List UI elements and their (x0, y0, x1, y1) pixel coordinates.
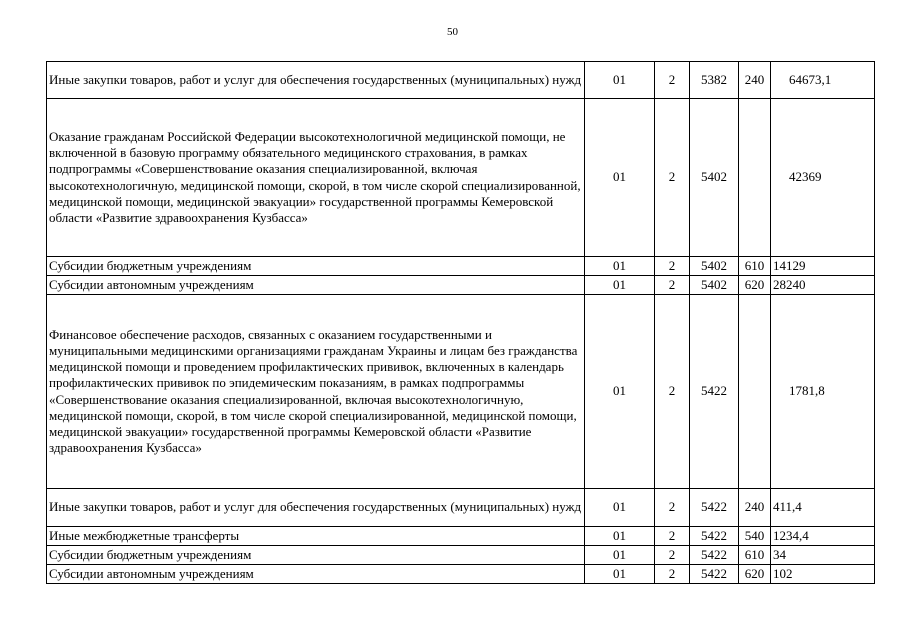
subsection-code-cell: 2 (655, 276, 690, 295)
subsection-code-cell: 2 (655, 295, 690, 489)
subsection-code-cell: 2 (655, 257, 690, 276)
table-row (47, 546, 875, 565)
expense-name-cell: Иные закупки товаров, работ и услуг для обеспечения государственных (муниципальных) нужд (47, 62, 585, 99)
amount-cell: 411,4 (771, 489, 875, 527)
amount-cell: 14129 (771, 257, 875, 276)
expense-type-cell: 620 (739, 276, 771, 295)
expense-type-cell (739, 99, 771, 257)
subsection-code-cell: 2 (655, 489, 690, 527)
section-code-cell: 01 (585, 527, 655, 546)
amount-cell: 64673,1 (771, 62, 875, 99)
table-row (47, 527, 875, 546)
target-article-cell: 5422 (690, 295, 739, 489)
section-code-cell: 01 (585, 276, 655, 295)
expense-name-cell: Субсидии бюджетным учреждениям (47, 546, 585, 565)
expense-name-cell: Финансовое обеспечение расходов, связанных с оказанием государственными и муниципальными медицинскими организациями гражданам Украины и лицам без гражданства медицинской помощи и проведением профилактических прививок, включенных в календарь профилактических прививок по эпидемическим показаниям, в рамках подпрограммы «Совершенствование оказания специализированной, включая высокотехнологичную, медицинской помощи, скорой, в том числе скорой специализированной, медицинской помощи, медицинской эвакуации» государственной программы Кемеровской области «Развитие здравоохранения Кузбасса» (47, 295, 585, 489)
table-row (47, 489, 875, 527)
amount-cell: 1781,8 (771, 295, 875, 489)
amount-cell: 1234,4 (771, 527, 875, 546)
target-article-cell: 5422 (690, 546, 739, 565)
page-number: 50 (447, 26, 458, 38)
section-code-cell: 01 (585, 62, 655, 99)
table-row (47, 62, 875, 99)
expense-name-cell: Иные межбюджетные трансферты (47, 527, 585, 546)
expense-type-cell: 620 (739, 565, 771, 584)
expense-type-cell: 540 (739, 527, 771, 546)
section-code-cell: 01 (585, 565, 655, 584)
section-code-cell: 01 (585, 489, 655, 527)
section-code-cell: 01 (585, 295, 655, 489)
table-row (47, 295, 875, 489)
expense-type-cell (739, 295, 771, 489)
expense-type-cell: 610 (739, 257, 771, 276)
subsection-code-cell: 2 (655, 99, 690, 257)
section-code-cell: 01 (585, 99, 655, 257)
table-row (47, 565, 875, 584)
expense-name-cell: Субсидии бюджетным учреждениям (47, 257, 585, 276)
subsection-code-cell: 2 (655, 565, 690, 584)
target-article-cell: 5402 (690, 257, 739, 276)
expense-type-cell: 240 (739, 62, 771, 99)
subsection-code-cell: 2 (655, 527, 690, 546)
amount-cell: 28240 (771, 276, 875, 295)
section-code-cell: 01 (585, 546, 655, 565)
subsection-code-cell: 2 (655, 546, 690, 565)
section-code-cell: 01 (585, 257, 655, 276)
target-article-cell: 5402 (690, 276, 739, 295)
table-row (47, 276, 875, 295)
expense-name-cell: Субсидии автономным учреждениям (47, 276, 585, 295)
target-article-cell: 5382 (690, 62, 739, 99)
target-article-cell: 5402 (690, 99, 739, 257)
table-row (47, 99, 875, 257)
table-row (47, 257, 875, 276)
subsection-code-cell: 2 (655, 62, 690, 99)
target-article-cell: 5422 (690, 527, 739, 546)
expense-type-cell: 240 (739, 489, 771, 527)
amount-cell: 42369 (771, 99, 875, 257)
amount-cell: 102 (771, 565, 875, 584)
expense-type-cell: 610 (739, 546, 771, 565)
expense-name-cell: Оказание гражданам Российской Федерации высокотехнологичной медицинской помощи, не включенной в базовую программу обязательного медицинского страхования, в рамках подпрограммы «Совершенствование оказания специализированной, включая высокотехнологичную, медицинской помощи, скорой, в том числе скорой специализированной, медицинской помощи, медицинской эвакуации» государственной программы Кемеровской области «Развитие здравоохранения Кузбасса» (47, 99, 585, 257)
target-article-cell: 5422 (690, 489, 739, 527)
expense-name-cell: Субсидии автономным учреждениям (47, 565, 585, 584)
amount-cell: 34 (771, 546, 875, 565)
budget-table (46, 61, 875, 584)
target-article-cell: 5422 (690, 565, 739, 584)
expense-name-cell: Иные закупки товаров, работ и услуг для обеспечения государственных (муниципальных) нужд (47, 489, 585, 527)
